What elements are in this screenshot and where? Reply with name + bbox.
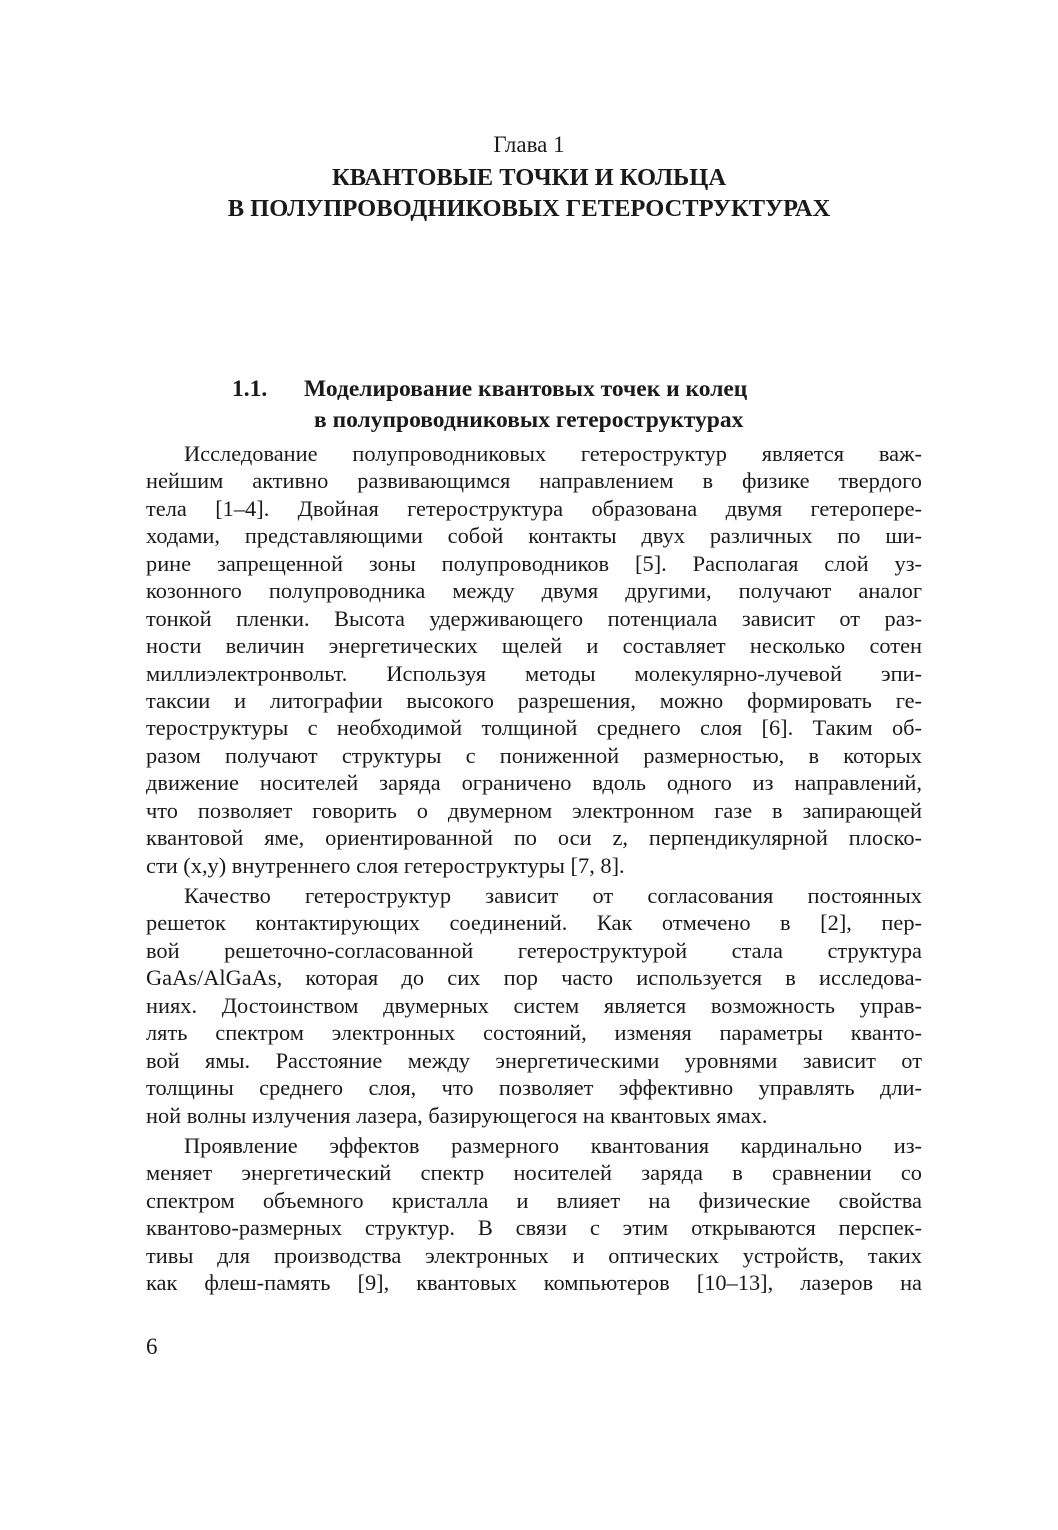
section-title-line: Моделирование квантовых точек и колец: [304, 376, 748, 402]
text-line: Проявление эффектов размерного квантования кардинально из-: [184, 1132, 922, 1158]
text-line: меняет энергетический спектр носителей заряда в сравнении со: [146, 1160, 922, 1186]
text-line: ной волны излучения лазера, базирующегося на квантовых ямах.: [146, 1102, 768, 1128]
text-line: спектром объемного кристалла и влияет на физические свойства: [146, 1187, 922, 1213]
text-line: ходами, представляющими собой контакты двух различных по ши-: [146, 523, 922, 549]
text-line: разом получают структуры с пониженной размерностью, в которых: [146, 742, 922, 768]
body-text: [146, 440, 922, 1297]
text-line: ниях. Достоинством двумерных систем является возможность управ-: [146, 992, 922, 1018]
paragraph-3: [146, 1132, 922, 1297]
text-line: GaAs/AlGaAs, которая до сих пор часто используется в исследова-: [146, 965, 922, 991]
section-number: 1.1.: [232, 376, 268, 402]
text-line: что позволяет говорить о двумерном электронном газе в запирающей: [146, 797, 922, 823]
text-line: ности величин энергетических щелей и составляет несколько сотен: [146, 633, 922, 659]
text-line: тероструктуры с необходимой толщиной среднего слоя [6]. Таким об-: [146, 715, 922, 741]
text-line: Исследование полупроводниковых гетероструктур является важ-: [184, 441, 922, 466]
section-title-line: в полупроводниковых гетероструктурах: [314, 407, 744, 433]
text-line: как флеш-память [9], квантовых компьютеров [10–13], лазеров на: [146, 1270, 922, 1296]
text-line: сти (x,y) внутреннего слоя гетероструктуры [7, 8].: [146, 852, 625, 878]
text-line: рине запрещенной зоны полупроводников [5]. Располагая слой уз-: [146, 550, 922, 576]
text-line: квантово-размерных структур. В связи с этим открываются перспек-: [146, 1215, 922, 1241]
chapter-title-line: КВАНТОВЫЕ ТОЧКИ И КОЛЬЦА: [331, 164, 727, 191]
text-line: лять спектром электронных состояний, изменяя параметры кванто-: [146, 1020, 922, 1046]
text-line: толщины среднего слоя, что позволяет эффективно управлять дли-: [146, 1075, 922, 1101]
chapter-title: [0, 162, 1058, 224]
paragraph-2: [146, 882, 922, 1129]
text-line: тела [1–4]. Двойная гетероструктура образована двумя гетеропере-: [146, 495, 922, 521]
text-line: тивы для производства электронных и оптических устройств, таких: [146, 1242, 922, 1268]
text-line: решеток контактирующих соединений. Как отмечено в [2], пер-: [146, 910, 922, 936]
text-line: квантовой яме, ориентированной по оси z, перпендикулярной плоско-: [146, 825, 922, 851]
text-line: таксии и литографии высокого разрешения, можно формировать ге-: [146, 687, 922, 713]
text-line: движение носителей заряда ограничено вдоль одного из направлений,: [146, 770, 922, 796]
text-line: вой решеточно-согласованной гетероструктурой стала структура: [146, 937, 922, 963]
text-line: тонкой пленки. Высота удерживающего потенциала зависит от раз-: [146, 605, 922, 631]
chapter-title-line: В ПОЛУПРОВОДНИКОВЫХ ГЕТЕРОСТРУКТУРАХ: [227, 195, 831, 222]
text-line: Качество гетероструктур зависит от согласования постоянных: [184, 883, 922, 908]
page-number: 6: [146, 1334, 158, 1359]
text-line: миллиэлектронвольт. Используя методы молекулярно-лучевой эпи-: [146, 660, 922, 686]
text-line: нейшим активно развивающимся направлением в физике твердого: [146, 468, 922, 494]
chapter-label: Глава 1: [493, 132, 565, 157]
text-line: козонного полупроводника между двумя другими, получают аналог: [146, 578, 922, 604]
paragraph-1: [146, 440, 922, 879]
text-line: вой ямы. Расстояние между энергетическими уровнями зависит от: [146, 1047, 922, 1073]
